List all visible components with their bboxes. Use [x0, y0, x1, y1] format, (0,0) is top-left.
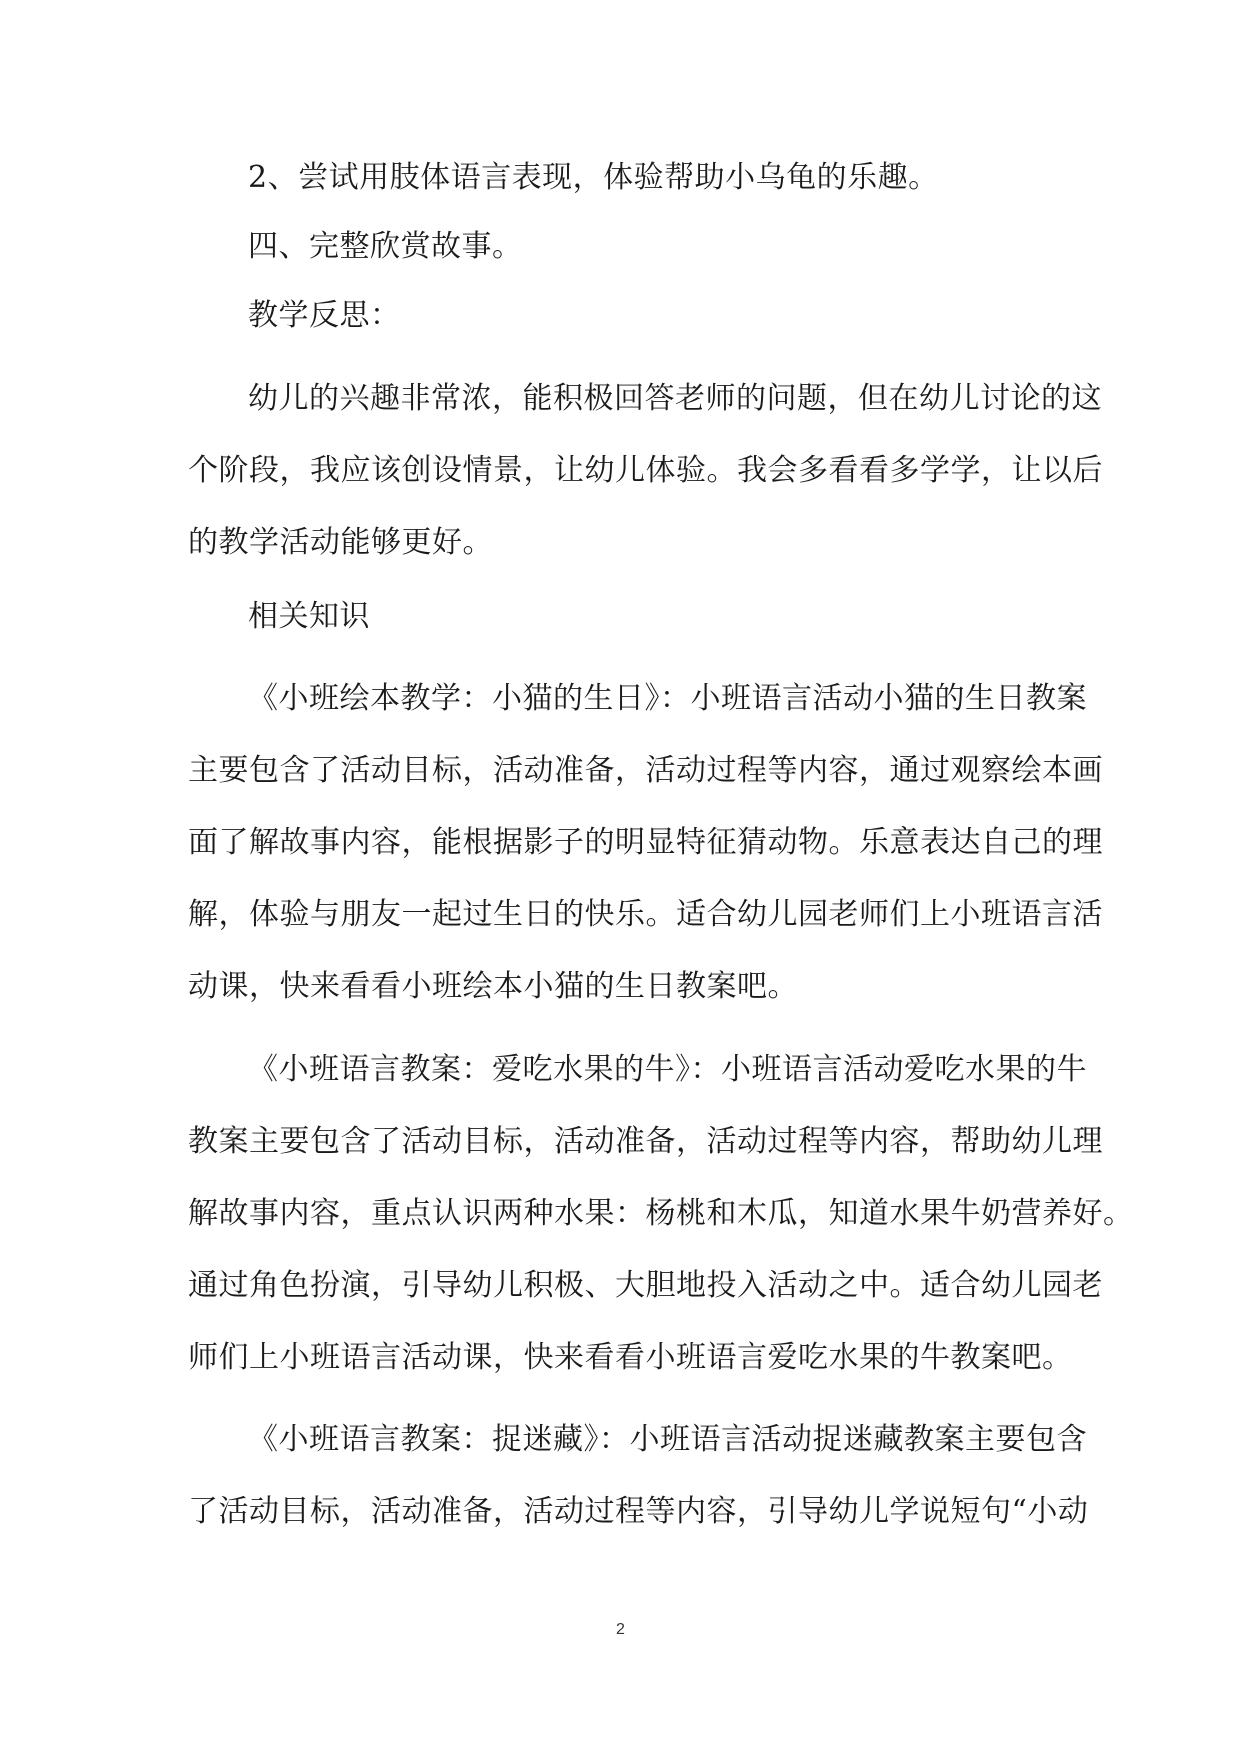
text-line-content: 通过角色扮演，引导幼儿积极、大胆地投入活动之中。适合幼儿园老 — [188, 1268, 1103, 1303]
text-line-content: 的教学活动能够更好。 — [188, 525, 493, 560]
text-line-content: 个阶段，我应该创设情景，让幼儿体验。我会多看看多学学，让以后 — [188, 453, 1103, 488]
section-heading: 相关知识 — [248, 599, 370, 634]
section-heading: 教学反思： — [248, 298, 401, 333]
text-line-content: 2、尝试用肢体语言表现，体验帮助小乌龟的乐趣。 — [248, 160, 939, 195]
text-line-content: 解故事内容，重点认识两种水果：杨桃和木瓜，知道水果牛奶营养好。 — [188, 1196, 1134, 1231]
section-heading: 四、完整欣赏故事。 — [248, 229, 523, 264]
text-line-content: 《小班语言教案：爱吃水果的牛》：小班语言活动爱吃水果的牛 — [248, 1052, 1087, 1087]
text-line-content: 面了解故事内容，能根据影子的明显特征猜动物。乐意表达自己的理 — [188, 825, 1103, 860]
text-line-content: 教案主要包含了活动目标，活动准备，活动过程等内容，帮助幼儿理 — [188, 1124, 1103, 1159]
text-line-content: 主要包含了活动目标，活动准备，活动过程等内容，通过观察绘本画 — [188, 753, 1103, 788]
text-line-content: 《小班绘本教学：小猫的生日》：小班语言活动小猫的生日教案 — [248, 681, 1087, 716]
text-line-content: 了活动目标，活动准备，活动过程等内容，引导幼儿学说短句“小动 — [188, 1494, 1089, 1529]
text-line-content: 解，体验与朋友一起过生日的快乐。适合幼儿园老师们上小班语言活 — [188, 897, 1103, 932]
text-line-content: 动课，快来看看小班绘本小猫的生日教案吧。 — [188, 969, 798, 1004]
page-number: 2 — [616, 1621, 625, 1638]
text-line-content: 师们上小班语言活动课，快来看看小班语言爱吃水果的牛教案吧。 — [188, 1340, 1073, 1375]
text-line-content: 《小班语言教案：捉迷藏》：小班语言活动捉迷藏教案主要包含 — [248, 1422, 1087, 1457]
text-line-content: 幼儿的兴趣非常浓，能积极回答老师的问题，但在幼儿讨论的这 — [248, 381, 1102, 416]
